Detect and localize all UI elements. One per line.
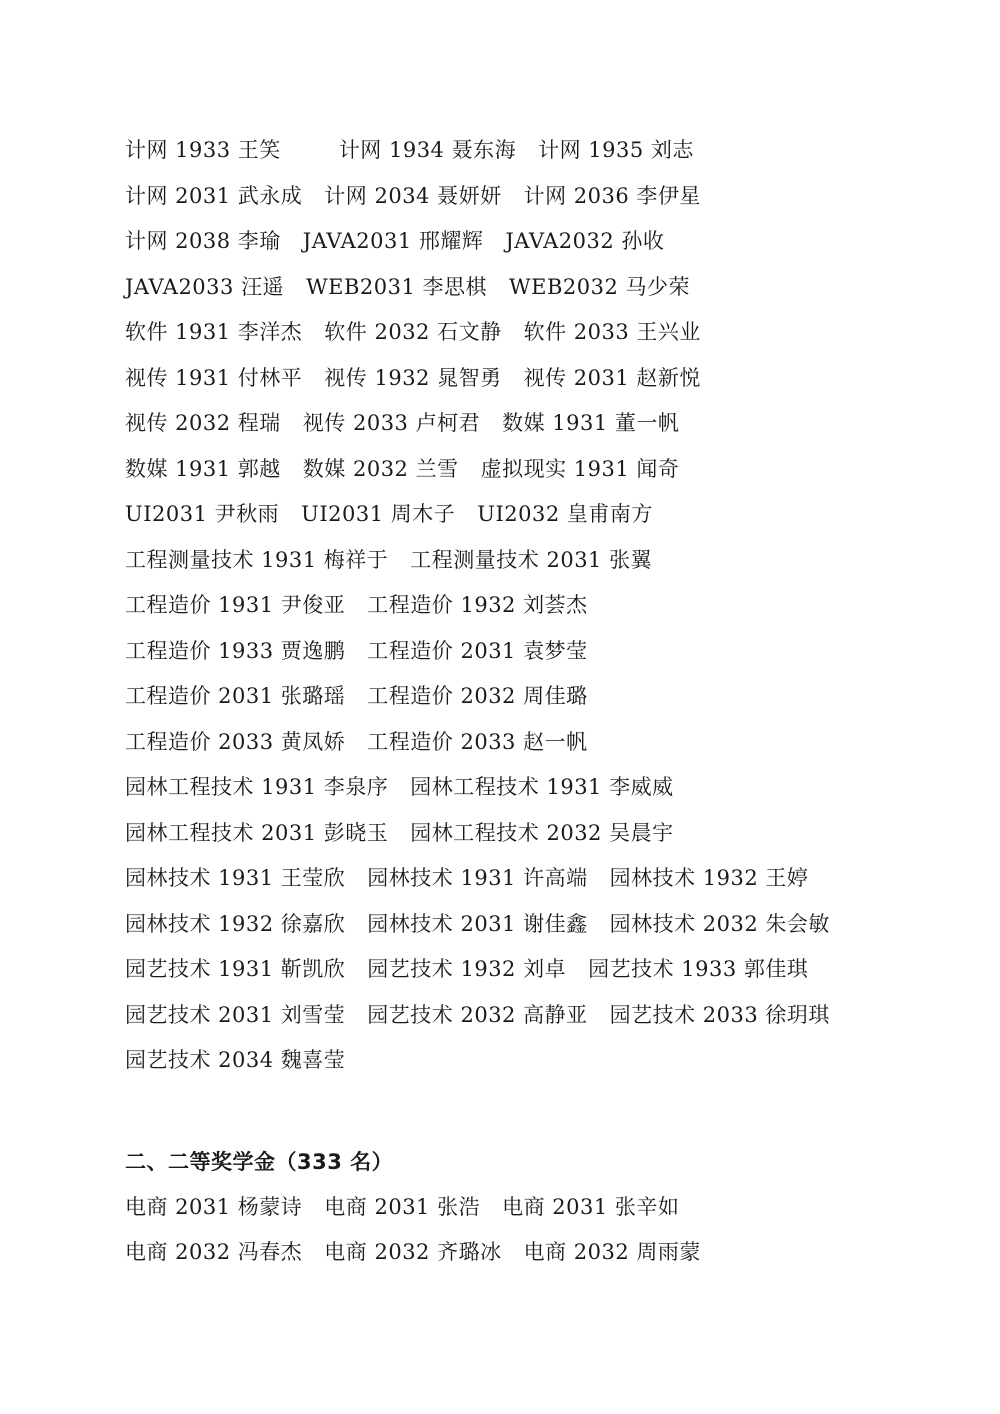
student-entry: 电商 2032 周雨蒙 [523, 1240, 701, 1264]
name-row [125, 128, 925, 174]
student-entry: JAVA2033 汪遥 [125, 274, 285, 299]
student-entry: 电商 2032 冯春杰 [125, 1240, 303, 1264]
name-row [125, 993, 925, 1039]
name-row [125, 1038, 925, 1084]
name-row [125, 265, 925, 311]
name-row [125, 1230, 925, 1276]
student-entry: 电商 2031 张浩 [324, 1194, 481, 1219]
student-entry: 计网 1934 聂东海 [338, 138, 517, 162]
student-entry: 计网 1933 王笑 [125, 138, 281, 162]
student-entry: 园林工程技术 2031 彭晓玉 [125, 820, 389, 845]
student-entry: 工程造价 2031 张璐瑶 [125, 684, 346, 708]
student-entry: 园林工程技术 1931 李威威 [410, 775, 674, 799]
student-entry: UI2031 周木子 [301, 502, 456, 526]
student-entry: 工程造价 2031 袁梦莹 [367, 638, 588, 663]
student-entry: WEB2031 李思棋 [306, 274, 488, 299]
student-entry: 园林技术 1931 王莹欣 [125, 866, 346, 890]
name-row [125, 720, 925, 766]
second-prize-section [125, 1140, 925, 1276]
student-entry: 视传 1931 付林平 [125, 365, 303, 390]
student-entry: 园艺技术 2031 刘雪莹 [125, 1002, 346, 1027]
student-entry: 软件 1931 李洋杰 [125, 320, 303, 344]
name-row [125, 947, 925, 993]
student-entry: 电商 2032 齐璐冰 [324, 1240, 502, 1264]
name-row [125, 492, 925, 538]
name-row [125, 856, 925, 902]
student-entry: 计网 2034 聂妍妍 [324, 183, 502, 208]
student-entry: 软件 2032 石文静 [324, 320, 502, 344]
student-entry: 园林技术 1932 王婷 [609, 866, 809, 890]
name-row [125, 538, 925, 584]
student-entry: UI2032 皇甫南方 [477, 502, 653, 526]
name-row [125, 1185, 925, 1231]
document-page [125, 128, 925, 1276]
student-entry: 工程造价 2033 赵一帆 [367, 729, 588, 754]
student-entry: 工程测量技术 1931 梅祥于 [125, 547, 389, 572]
student-entry: 视传 1932 晁智勇 [324, 365, 502, 390]
name-row [125, 356, 925, 402]
student-entry: 视传 2032 程瑞 [125, 411, 281, 435]
student-entry: 计网 2036 李伊星 [523, 183, 701, 208]
student-entry: 工程造价 2032 周佳璐 [367, 684, 588, 708]
student-entry: WEB2032 马少荣 [509, 274, 690, 299]
student-entry: 电商 2031 张辛如 [502, 1194, 680, 1219]
student-entry: UI2031 尹秋雨 [125, 502, 280, 526]
student-entry: 园艺技术 2033 徐玥琪 [609, 1002, 830, 1027]
student-entry: 计网 2038 李瑜 [125, 229, 281, 253]
student-entry: 数媒 1931 董一帆 [502, 411, 680, 435]
name-row [125, 401, 925, 447]
student-entry: 虚拟现实 1931 闻奇 [480, 456, 680, 481]
student-entry: 工程测量技术 2031 张翼 [410, 547, 653, 572]
name-row [125, 765, 925, 811]
student-entry: 园艺技术 1933 郭佳琪 [588, 957, 809, 981]
name-row [125, 219, 925, 265]
name-row [125, 447, 925, 493]
student-entry: JAVA2031 邢耀辉 [302, 229, 484, 253]
student-entry: 计网 1935 刘志 [538, 138, 694, 162]
student-entry: 园艺技术 1931 靳凯欣 [125, 957, 346, 981]
section-gap [125, 1084, 925, 1140]
student-entry: 视传 2033 卢柯君 [302, 411, 481, 435]
name-row [125, 629, 925, 675]
student-entry: 计网 2031 武永成 [125, 183, 303, 208]
section-heading: 二、二等奖学金（333 名） [125, 1149, 394, 1174]
student-entry: JAVA2032 孙收 [505, 229, 665, 253]
name-row [125, 902, 925, 948]
student-entry: 园林工程技术 1931 李泉序 [125, 775, 389, 799]
name-row [125, 811, 925, 857]
student-entry: 数媒 1931 郭越 [125, 456, 281, 481]
student-entry: 园艺技术 2032 高静亚 [367, 1002, 588, 1027]
student-entry: 园林技术 2032 朱会敏 [609, 911, 830, 936]
student-entry: 视传 2031 赵新悦 [523, 365, 701, 390]
student-entry: 园林工程技术 2032 吴晨宇 [410, 820, 674, 845]
student-entry: 工程造价 2033 黄凤娇 [125, 729, 346, 754]
first-prize-list [125, 128, 925, 1084]
student-entry: 园艺技术 1932 刘卓 [367, 957, 567, 981]
student-entry: 工程造价 1933 贾逸鹏 [125, 638, 346, 663]
name-row [125, 674, 925, 720]
student-entry: 园林技术 2031 谢佳鑫 [367, 911, 588, 936]
name-row [125, 583, 925, 629]
student-entry: 园林技术 1932 徐嘉欣 [125, 911, 346, 936]
student-entry: 电商 2031 杨蒙诗 [125, 1194, 303, 1219]
name-row [125, 310, 925, 356]
student-entry: 园艺技术 2034 魏喜莹 [125, 1048, 346, 1072]
student-entry: 数媒 2032 兰雪 [302, 456, 459, 481]
student-entry: 工程造价 1931 尹俊亚 [125, 593, 346, 617]
student-entry: 软件 2033 王兴业 [523, 320, 701, 344]
name-row [125, 174, 925, 220]
student-entry: 园林技术 1931 许高端 [367, 866, 588, 890]
student-entry: 工程造价 1932 刘荟杰 [367, 593, 588, 617]
